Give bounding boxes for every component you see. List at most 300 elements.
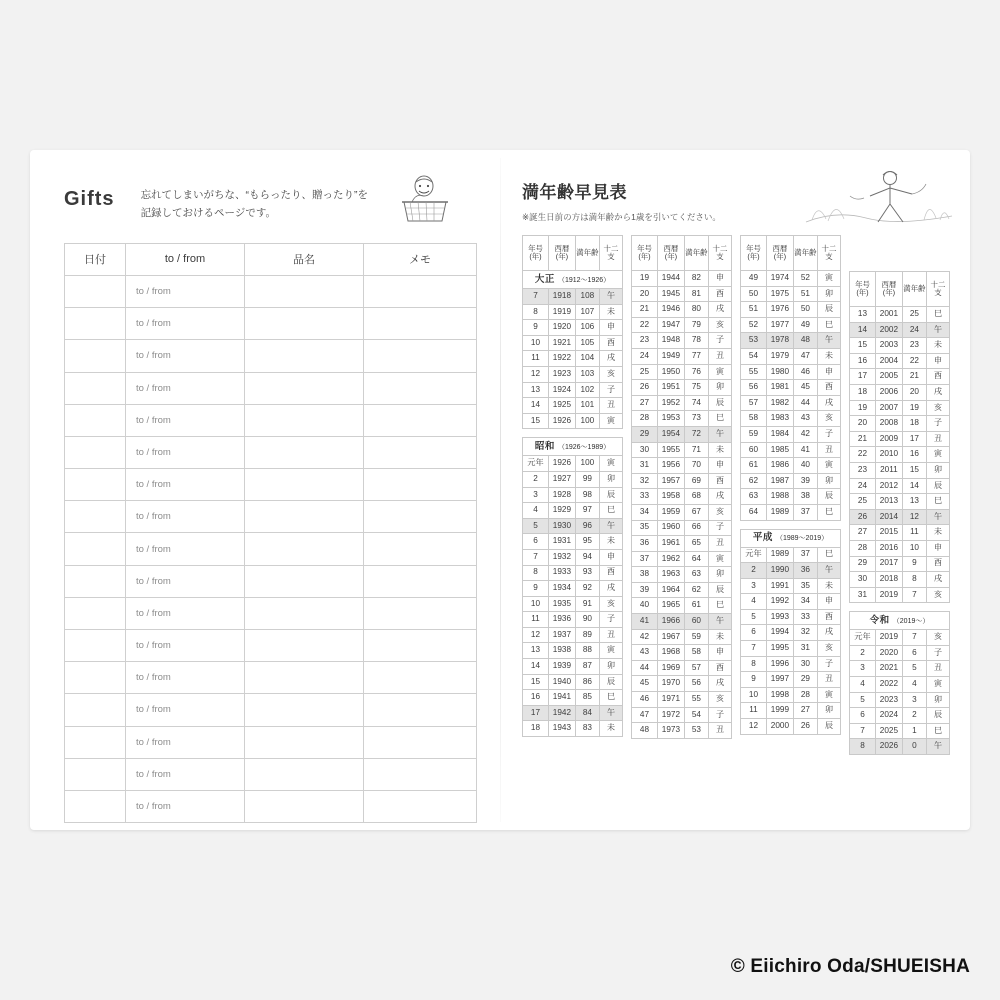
age-cell: 7	[523, 289, 549, 305]
age-cell: 29	[850, 556, 876, 572]
gift-memo-cell[interactable]	[364, 694, 477, 726]
age-cell: 1953	[657, 411, 684, 427]
gift-memo-cell[interactable]	[364, 630, 477, 662]
gift-date-cell[interactable]	[65, 308, 126, 340]
age-header-cell: 十二支	[926, 272, 949, 307]
age-row	[741, 380, 841, 396]
age-cell: 11	[523, 612, 549, 628]
gift-item-cell[interactable]	[245, 275, 364, 307]
age-cell: 未	[708, 629, 731, 645]
age-cell: 1991	[766, 578, 793, 594]
age-cell: 1975	[766, 286, 793, 302]
gift-tofrom-cell[interactable]: to / from	[126, 662, 245, 694]
age-cell: 戌	[817, 625, 840, 641]
age-cell: 未	[599, 721, 622, 737]
gift-tofrom-cell[interactable]: to / from	[126, 597, 245, 629]
age-cell: 40	[793, 458, 817, 474]
age-row	[850, 369, 950, 385]
age-cell: 21	[850, 431, 876, 447]
gift-memo-cell[interactable]	[364, 726, 477, 758]
age-cell: 1997	[766, 672, 793, 688]
age-cell: 1963	[657, 567, 684, 583]
age-cell: 1949	[657, 348, 684, 364]
age-cell: 7	[902, 587, 926, 603]
age-header-row	[741, 236, 841, 271]
age-cell: 2024	[875, 708, 902, 724]
age-cell: 27	[850, 525, 876, 541]
age-row	[632, 504, 732, 520]
age-cell: 酉	[708, 473, 731, 489]
gift-memo-cell[interactable]	[364, 533, 477, 565]
age-header-row	[850, 272, 950, 307]
table-row[interactable]	[65, 340, 477, 372]
age-cell: 46	[793, 364, 817, 380]
gift-date-cell[interactable]	[65, 726, 126, 758]
gifts-col-date: 日付	[65, 243, 126, 275]
age-cell: 巳	[926, 494, 949, 510]
age-row	[523, 289, 623, 305]
age-gap-cell	[523, 429, 623, 438]
gift-item-cell[interactable]	[245, 533, 364, 565]
gift-tofrom-cell[interactable]: to / from	[126, 436, 245, 468]
gift-item-cell[interactable]	[245, 372, 364, 404]
table-row[interactable]	[65, 758, 477, 790]
table-row[interactable]	[65, 469, 477, 501]
age-cell: 1950	[657, 364, 684, 380]
age-cell: 84	[575, 705, 599, 721]
age-row	[741, 719, 841, 735]
age-row	[850, 307, 950, 323]
gift-tofrom-cell[interactable]: to / from	[126, 308, 245, 340]
gift-tofrom-cell[interactable]: to / from	[126, 694, 245, 726]
age-cell: 22	[902, 353, 926, 369]
gifts-description-line2: 記録しておけるページです。	[140, 207, 277, 220]
table-row[interactable]	[65, 630, 477, 662]
age-column-3	[740, 235, 841, 735]
age-cell: 子	[599, 382, 622, 398]
gift-item-cell[interactable]	[245, 726, 364, 758]
left-page	[30, 150, 500, 830]
age-cell: 78	[684, 333, 708, 349]
age-cell: 丑	[708, 348, 731, 364]
gift-memo-cell[interactable]	[364, 565, 477, 597]
age-cell: 92	[575, 581, 599, 597]
age-cell: 80	[684, 302, 708, 318]
age-row	[632, 426, 732, 442]
age-cell: 105	[575, 335, 599, 351]
age-row	[632, 333, 732, 349]
age-cell: 午	[599, 705, 622, 721]
age-cell: 辰	[926, 478, 949, 494]
age-cell: 103	[575, 366, 599, 382]
age-header-cell: 年号 (年)	[741, 236, 767, 271]
age-header-cell: 西暦 (年)	[875, 272, 902, 307]
age-cell: 11	[523, 351, 549, 367]
gift-memo-cell[interactable]	[364, 275, 477, 307]
age-cell: 申	[708, 271, 731, 287]
age-cell: 寅	[599, 456, 622, 472]
age-chart-note: ※誕生日前の方は満年齢から1歳を引いてください。	[522, 212, 721, 222]
table-row[interactable]	[65, 372, 477, 404]
age-cell: 2005	[875, 369, 902, 385]
age-cell: 49	[741, 271, 767, 287]
age-cell: 30	[793, 656, 817, 672]
age-cell: 2011	[875, 462, 902, 478]
table-row[interactable]	[65, 501, 477, 533]
gift-tofrom-cell[interactable]: to / from	[126, 275, 245, 307]
age-cell: 1964	[657, 582, 684, 598]
gift-memo-cell[interactable]	[364, 790, 477, 822]
age-cell: 1944	[657, 271, 684, 287]
age-cell: 36	[632, 536, 658, 552]
age-row	[850, 431, 950, 447]
gift-date-cell[interactable]	[65, 630, 126, 662]
age-cell: 21	[902, 369, 926, 385]
gift-memo-cell[interactable]	[364, 469, 477, 501]
age-cell: 5	[523, 518, 549, 534]
gift-date-cell[interactable]	[65, 340, 126, 372]
gift-date-cell[interactable]	[65, 597, 126, 629]
age-cell: 57	[741, 395, 767, 411]
age-row	[632, 723, 732, 739]
age-cell: 6	[523, 534, 549, 550]
age-cell: 1924	[548, 382, 575, 398]
gift-date-cell[interactable]	[65, 501, 126, 533]
gift-item-cell[interactable]	[245, 501, 364, 533]
age-cell: 1932	[548, 549, 575, 565]
age-row	[523, 690, 623, 706]
age-header-cell: 年号 (年)	[850, 272, 876, 307]
right-page	[500, 150, 970, 830]
gift-tofrom-cell[interactable]: to / from	[126, 469, 245, 501]
gift-tofrom-cell[interactable]: to / from	[126, 758, 245, 790]
age-row	[741, 426, 841, 442]
age-cell: 2	[523, 471, 549, 487]
age-column-2	[631, 235, 732, 739]
age-cell: 申	[708, 458, 731, 474]
age-cell: 申	[599, 320, 622, 336]
age-cell: 56	[741, 380, 767, 396]
age-column-4	[849, 271, 950, 755]
age-gap-row	[523, 429, 623, 438]
age-cell: 1987	[766, 473, 793, 489]
age-cell: 酉	[599, 565, 622, 581]
age-cell: 6	[850, 708, 876, 724]
gift-memo-cell[interactable]	[364, 308, 477, 340]
age-header-cell: 西暦 (年)	[657, 236, 684, 271]
age-cell: 午	[817, 333, 840, 349]
gift-memo-cell[interactable]	[364, 436, 477, 468]
gifts-table-header-row	[65, 243, 477, 275]
gift-memo-cell[interactable]	[364, 597, 477, 629]
age-cell: 10	[523, 596, 549, 612]
age-cell: 8	[523, 304, 549, 320]
gift-date-cell[interactable]	[65, 694, 126, 726]
age-cell: 29	[793, 672, 817, 688]
age-row	[850, 509, 950, 525]
age-row	[850, 556, 950, 572]
age-cell: 55	[684, 692, 708, 708]
age-header-row	[632, 236, 732, 271]
age-cell: 2020	[875, 645, 902, 661]
age-cell: 亥	[926, 587, 949, 603]
age-cell: 子	[926, 416, 949, 432]
table-row[interactable]	[65, 694, 477, 726]
age-row	[632, 286, 732, 302]
age-cell: 44	[793, 395, 817, 411]
age-cell: 辰	[599, 674, 622, 690]
age-cell: 9	[902, 556, 926, 572]
age-cell: 33	[793, 609, 817, 625]
age-cell: 11	[902, 525, 926, 541]
age-cell: 81	[684, 286, 708, 302]
table-row[interactable]	[65, 404, 477, 436]
age-cell: 1941	[548, 690, 575, 706]
age-cell: 31	[793, 641, 817, 657]
age-cell: 1983	[766, 411, 793, 427]
gift-item-cell[interactable]	[245, 308, 364, 340]
age-cell: 77	[684, 348, 708, 364]
gift-tofrom-cell[interactable]: to / from	[126, 533, 245, 565]
age-cell: 酉	[817, 609, 840, 625]
age-cell: 5	[850, 692, 876, 708]
age-cell: 1954	[657, 426, 684, 442]
table-row[interactable]	[65, 565, 477, 597]
age-row	[632, 489, 732, 505]
gift-item-cell[interactable]	[245, 790, 364, 822]
age-era-label: 昭和 （1926〜1989）	[523, 438, 623, 456]
age-cell: 25	[902, 307, 926, 323]
age-cell: 子	[817, 656, 840, 672]
gift-item-cell[interactable]	[245, 436, 364, 468]
age-cell: 74	[684, 395, 708, 411]
age-cell: 3	[741, 578, 767, 594]
age-cell: 卯	[817, 703, 840, 719]
gift-memo-cell[interactable]	[364, 758, 477, 790]
age-row	[741, 473, 841, 489]
gift-tofrom-cell[interactable]: to / from	[126, 372, 245, 404]
age-row	[632, 692, 732, 708]
gift-date-cell[interactable]	[65, 533, 126, 565]
age-cell: 38	[793, 489, 817, 505]
table-row[interactable]	[65, 597, 477, 629]
gift-tofrom-cell[interactable]: to / from	[126, 404, 245, 436]
age-cell: 26	[632, 380, 658, 396]
table-row[interactable]	[65, 726, 477, 758]
age-cell: 2014	[875, 509, 902, 525]
age-row	[523, 320, 623, 336]
gift-memo-cell[interactable]	[364, 340, 477, 372]
age-era-row	[523, 438, 623, 456]
gift-tofrom-cell[interactable]: to / from	[126, 790, 245, 822]
age-cell: 未	[817, 348, 840, 364]
table-row[interactable]	[65, 662, 477, 694]
age-cell: 4	[741, 594, 767, 610]
gift-item-cell[interactable]	[245, 469, 364, 501]
age-cell: 32	[793, 625, 817, 641]
gift-tofrom-cell[interactable]: to / from	[126, 726, 245, 758]
age-cell: 1952	[657, 395, 684, 411]
gift-tofrom-cell[interactable]: to / from	[126, 565, 245, 597]
age-header-cell: 十二支	[599, 236, 622, 271]
age-row	[850, 416, 950, 432]
age-cell: 62	[684, 582, 708, 598]
age-cell: 10	[741, 687, 767, 703]
age-cell: 卯	[708, 380, 731, 396]
age-row	[741, 364, 841, 380]
age-cell: 22	[850, 447, 876, 463]
age-row	[523, 565, 623, 581]
age-header-cell: 十二支	[817, 236, 840, 271]
age-row	[741, 286, 841, 302]
age-cell: 辰	[817, 719, 840, 735]
table-row[interactable]	[65, 308, 477, 340]
age-row	[632, 411, 732, 427]
age-cell: 71	[684, 442, 708, 458]
age-gap-row	[741, 520, 841, 529]
age-cell: 42	[632, 629, 658, 645]
age-row	[850, 353, 950, 369]
age-cell: 1967	[657, 629, 684, 645]
age-cell: 7	[902, 630, 926, 646]
gift-item-cell[interactable]	[245, 694, 364, 726]
age-cell: 52	[741, 317, 767, 333]
gift-tofrom-cell[interactable]: to / from	[126, 630, 245, 662]
age-cell: 37	[632, 551, 658, 567]
gift-date-cell[interactable]	[65, 565, 126, 597]
gift-date-cell[interactable]	[65, 662, 126, 694]
age-row	[741, 578, 841, 594]
age-cell: 99	[575, 471, 599, 487]
age-cell: 1925	[548, 398, 575, 414]
notebook-spread	[30, 150, 970, 830]
age-row	[523, 534, 623, 550]
age-cell: 83	[575, 721, 599, 737]
age-cell: 29	[632, 426, 658, 442]
age-cell: 36	[793, 563, 817, 579]
age-row	[850, 708, 950, 724]
gift-memo-cell[interactable]	[364, 501, 477, 533]
gift-memo-cell[interactable]	[364, 372, 477, 404]
age-cell: 18	[523, 721, 549, 737]
age-cell: 17	[902, 431, 926, 447]
age-row	[850, 494, 950, 510]
gift-memo-cell[interactable]	[364, 662, 477, 694]
age-cell: 4	[850, 677, 876, 693]
age-cell: 45	[632, 676, 658, 692]
gift-item-cell[interactable]	[245, 630, 364, 662]
age-cell: 35	[632, 520, 658, 536]
age-cell: 89	[575, 627, 599, 643]
age-cell: 元年	[850, 630, 876, 646]
gift-date-cell[interactable]	[65, 469, 126, 501]
age-cell: 7	[850, 723, 876, 739]
age-cell: 24	[902, 322, 926, 338]
age-cell: 108	[575, 289, 599, 305]
gift-item-cell[interactable]	[245, 758, 364, 790]
age-cell: 15	[523, 413, 549, 429]
age-cell: 8	[523, 565, 549, 581]
age-cell: 亥	[599, 366, 622, 382]
age-cell: 1976	[766, 302, 793, 318]
age-header-cell: 満年齢	[793, 236, 817, 271]
gift-date-cell[interactable]	[65, 758, 126, 790]
age-cell: 104	[575, 351, 599, 367]
age-row	[632, 582, 732, 598]
age-cell: 辰	[817, 489, 840, 505]
age-cell: 26	[850, 509, 876, 525]
age-cell: 1919	[548, 304, 575, 320]
gift-item-cell[interactable]	[245, 662, 364, 694]
table-row[interactable]	[65, 533, 477, 565]
age-row	[850, 677, 950, 693]
table-row[interactable]	[65, 790, 477, 822]
gift-date-cell[interactable]	[65, 790, 126, 822]
age-header-row	[523, 236, 623, 271]
age-cell: 26	[793, 719, 817, 735]
age-cell: 巳	[817, 547, 840, 563]
age-cell: 2019	[875, 587, 902, 603]
age-cell: 申	[817, 364, 840, 380]
age-cell: 96	[575, 518, 599, 534]
age-cell: 9	[741, 672, 767, 688]
age-row	[632, 458, 732, 474]
age-cell: 1972	[657, 707, 684, 723]
gift-item-cell[interactable]	[245, 597, 364, 629]
age-cell: 1936	[548, 612, 575, 628]
age-row	[850, 540, 950, 556]
gift-date-cell[interactable]	[65, 372, 126, 404]
age-row	[523, 518, 623, 534]
table-row[interactable]	[65, 436, 477, 468]
age-row	[632, 302, 732, 318]
gift-memo-cell[interactable]	[364, 404, 477, 436]
age-cell: 亥	[599, 596, 622, 612]
gift-date-cell[interactable]	[65, 436, 126, 468]
age-cell: 1959	[657, 504, 684, 520]
table-row[interactable]	[65, 275, 477, 307]
gift-date-cell[interactable]	[65, 404, 126, 436]
age-row	[741, 317, 841, 333]
age-cell: 午	[817, 563, 840, 579]
age-cell: 子	[708, 333, 731, 349]
gift-tofrom-cell[interactable]: to / from	[126, 501, 245, 533]
age-cell: 戌	[599, 351, 622, 367]
age-cell: 亥	[708, 317, 731, 333]
gift-item-cell[interactable]	[245, 340, 364, 372]
gift-tofrom-cell[interactable]: to / from	[126, 340, 245, 372]
age-cell: 18	[850, 384, 876, 400]
age-cell: 30	[632, 442, 658, 458]
age-cell: 未	[599, 304, 622, 320]
age-cell: 午	[599, 289, 622, 305]
age-column-1	[522, 235, 623, 737]
age-cell: 45	[793, 380, 817, 396]
age-cell: 23	[850, 462, 876, 478]
age-row	[850, 739, 950, 755]
age-cell: 戌	[926, 384, 949, 400]
gift-item-cell[interactable]	[245, 404, 364, 436]
age-cell: 卯	[708, 567, 731, 583]
age-cell: 55	[741, 364, 767, 380]
age-row	[741, 271, 841, 287]
age-cell: 寅	[599, 643, 622, 659]
gift-date-cell[interactable]	[65, 275, 126, 307]
age-row	[523, 456, 623, 472]
gift-item-cell[interactable]	[245, 565, 364, 597]
age-header-cell: 満年齢	[684, 236, 708, 271]
age-cell: 酉	[926, 556, 949, 572]
